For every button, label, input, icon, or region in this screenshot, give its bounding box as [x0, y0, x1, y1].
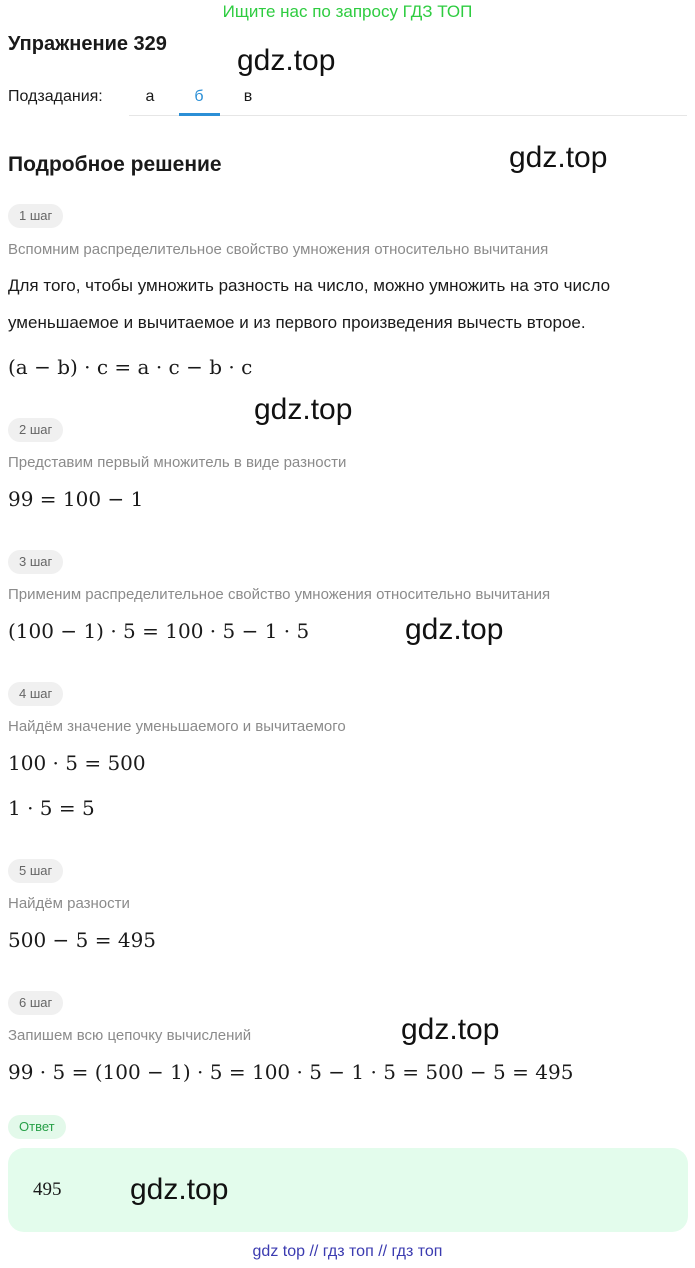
watermark: gdz.top: [509, 141, 608, 174]
step-badge: 2 шаг: [8, 418, 63, 442]
subtasks-label: Подзадания:: [8, 88, 103, 105]
step-formula: (100 − 1) · 5 = 100 · 5 − 1 · 5: [8, 619, 310, 643]
step-formula: 99 · 5 = (100 − 1) · 5 = 100 · 5 − 1 · 5 = 500 − 5 = 495: [8, 1060, 574, 1084]
step-badge: 4 шаг: [8, 682, 63, 706]
step-hint: Представим первый множитель в виде разности: [8, 454, 347, 471]
step-badge: 3 шаг: [8, 550, 63, 574]
watermark: gdz.top: [405, 613, 504, 646]
step-text: уменьшаемое и вычитаемое и из первого произведения вычесть второе.: [8, 313, 586, 332]
watermark: gdz.top: [237, 44, 336, 77]
footer-links[interactable]: gdz top // гдз топ // гдз топ: [252, 1243, 443, 1260]
step-formula: 99 = 100 − 1: [8, 487, 144, 511]
step-badge: 5 шаг: [8, 859, 63, 883]
top-banner-link[interactable]: Ищите нас по запросу ГДЗ ТОП: [222, 2, 473, 21]
step-hint: Вспомним распределительное свойство умножения относительно вычитания: [8, 241, 549, 258]
step-badge: 1 шаг: [8, 204, 63, 228]
step-hint: Применим распределительное свойство умножения относительно вычитания: [8, 586, 551, 603]
step-formula: 1 · 5 = 5: [8, 796, 95, 820]
watermark: gdz.top: [254, 393, 353, 426]
solution-title: Подробное решение: [8, 153, 222, 176]
tab-subtask-a[interactable]: а: [145, 88, 155, 105]
step-hint: Найдём разности: [8, 895, 130, 912]
step-text: Для того, чтобы умножить разность на число, можно умножить на это число: [8, 276, 611, 295]
step-hint: Найдём значение уменьшаемого и вычитаемого: [8, 718, 346, 735]
step-formula: 500 − 5 = 495: [8, 928, 157, 952]
answer-badge: Ответ: [8, 1115, 66, 1139]
tab-subtask-v[interactable]: в: [243, 88, 253, 105]
step-formula: 100 · 5 = 500: [8, 751, 146, 775]
active-tab-indicator: [179, 113, 220, 116]
watermark: gdz.top: [401, 1013, 500, 1046]
step-badge: 6 шаг: [8, 991, 63, 1015]
step-hint: Запишем всю цепочку вычислений: [8, 1027, 252, 1044]
tab-subtask-b[interactable]: б: [194, 88, 204, 105]
page-title: Упражнение 329: [8, 33, 167, 55]
watermark: gdz.top: [130, 1173, 229, 1206]
answer-box: [8, 1148, 688, 1232]
step-formula: (a − b) · c = a · c − b · c: [8, 355, 253, 379]
answer-value: 495: [33, 1179, 62, 1200]
